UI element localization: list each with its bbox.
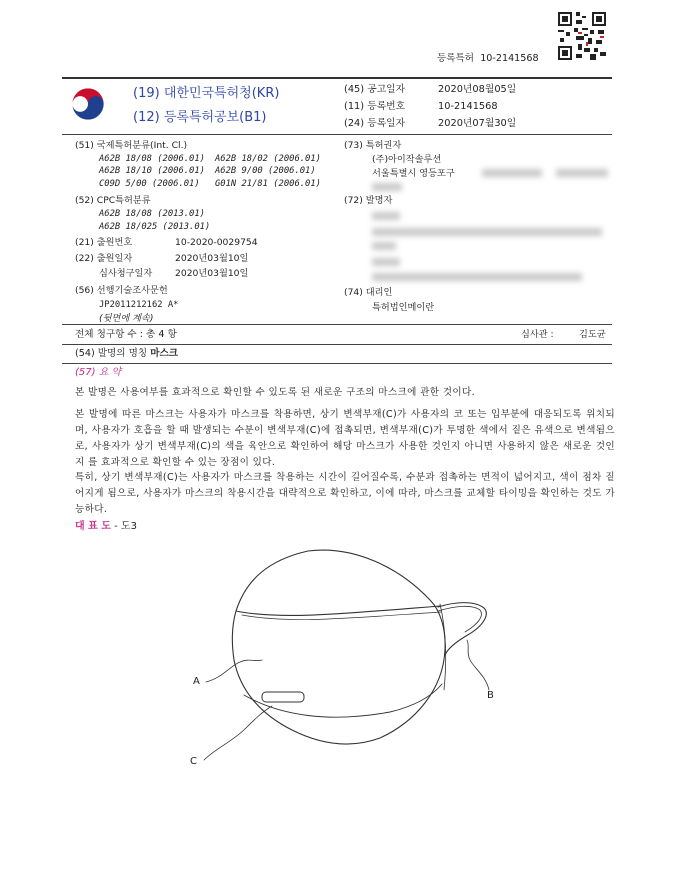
rep-figure-label: 대 표 도 [75, 521, 111, 532]
examiner-name: 김도균 [579, 329, 606, 340]
abstract-paragraph-2: 본 발명에 따른 마스크는 사용자가 마스크를 착용하면, 상기 변색부재(C)가 사용자의 코 또는 입부분에 대응되도록 위치되며, 사용자가 호흡을 할 때 발생되는 수분이 변색부재(C)에 접촉되면, 변색부재(C)가 투명한 색에서 짙은 유색으로 변색됨으로, 사용자가 상기 변색부재(C)의 색을 육안으로 확인하여 해당 마스크가 사용한 것인지 아니면 사용하지 않은 새로운 것인지 를 효과적으로 확인할 수 있는 장점이 있다. [75, 409, 615, 468]
owner-address: 서울특별시 영등포구 [372, 168, 455, 179]
pub-info-code: (11) [344, 101, 365, 112]
color-change-strip [262, 692, 304, 702]
total-claims: 전체 청구항 수 : 총 4 항 [75, 329, 177, 340]
pub-info-value: 2020년07월30일 [438, 118, 517, 129]
pub-info-label: 등록번호 [367, 101, 406, 112]
agent-label: 대리인 [365, 287, 393, 298]
cpc-class: A62B 18/025 (2013.01) [99, 222, 211, 232]
reg-label: 등록특허 [437, 53, 475, 64]
pub-info-value: 2020년08월05일 [438, 84, 517, 95]
office-name: 대한민국특허청(KR) [163, 86, 280, 101]
mask-bottom-edge [244, 684, 442, 717]
app-date-code: (22) [75, 253, 94, 264]
ear-loop-inner [438, 606, 481, 632]
ipc-class: A62B 9/00 (2006.01) [215, 166, 316, 176]
exam-request-date: 2020년03월10일 [175, 268, 249, 279]
exam-request-label: 심사청구일자 [99, 268, 153, 279]
agent-name: 특허법인메이란 [372, 302, 435, 313]
leader-a [206, 660, 262, 682]
invention-code: (54) [75, 348, 95, 359]
figure-label-a: A [193, 676, 200, 687]
ipc-label: 국제특허분류(Int. Cl.) [96, 140, 188, 151]
ipc-class: A62B 18/08 (2006.01) [99, 154, 205, 164]
pub-info-label: 등록일자 [367, 118, 406, 129]
reg-number: 10-2141568 [480, 53, 539, 64]
cpc-code: (52) [75, 195, 94, 206]
app-no-label: 출원번호 [96, 237, 133, 248]
agent-code: (74) [344, 287, 363, 298]
abstract-paragraph-1: 본 발명은 사용여부를 효과적으로 확인할 수 있도록 된 새로운 구조의 마스크에 관한 것이다. [75, 387, 476, 398]
ipc-class: A62B 18/10 (2006.01) [99, 166, 205, 176]
rep-figure-value: - 도3 [114, 521, 137, 532]
ipc-class: A62B 18/02 (2006.01) [215, 154, 321, 164]
app-no-code: (21) [75, 237, 94, 248]
owner-label: 특허권자 [365, 140, 402, 151]
ipc-class: G01N 21/81 (2006.01) [215, 179, 321, 189]
pub-info-value: 10-2141568 [438, 101, 498, 112]
pub-code: (12) [133, 110, 160, 125]
pub-name: 등록특허공보(B1) [163, 110, 267, 125]
invention-name: 마스크 [150, 348, 179, 359]
pub-info-label: 공고일자 [367, 84, 406, 95]
figure-label-c: C [190, 756, 197, 767]
examiner-label: 심사관 : [521, 329, 554, 340]
abstract-heading: (57) 요 약 [75, 367, 122, 378]
mask-outline [232, 550, 445, 744]
prior-art-document: JP2011212162 A* [99, 300, 179, 310]
leader-c [204, 706, 272, 760]
owner-code: (73) [344, 140, 363, 151]
ipc-class: C09D 5/00 (2006.01) [99, 179, 200, 189]
inventor-label: 발명자 [365, 195, 393, 206]
pub-info-code: (24) [344, 118, 365, 129]
cpc-label: CPC특허분류 [96, 195, 151, 206]
abstract-paragraph-3: 특히, 상기 변색부재(C)는 사용자가 마스크를 착용하는 시간이 길어질수록, 수분과 접촉하는 면적이 넓어지고, 색이 점차 짙어지게 됨으로, 사용자가 마스크의 착용시간을 대략적으로 확인하고, 이에 따라, 마스크를 교체할 타이밍을 확인하는 것도 가능하다. [75, 472, 615, 515]
application-date: 2020년03월10일 [175, 253, 249, 264]
leader-b [467, 640, 489, 690]
continued-note: (뒷면에 계속) [99, 313, 154, 324]
office-code: (19) [133, 86, 160, 101]
ipc-code: (51) [75, 140, 94, 151]
prior-code: (56) [75, 285, 94, 296]
app-date-label: 출원일자 [96, 253, 133, 264]
application-number: 10-2020-0029754 [175, 237, 258, 248]
figure-label-b: B [487, 690, 494, 701]
inventor-code: (72) [344, 195, 363, 206]
invention-label: 발명의 명칭 [97, 348, 148, 359]
pub-info-code: (45) [344, 84, 365, 95]
prior-label: 선행기술조사문헌 [96, 285, 168, 296]
owner-name: (주)아이작솔루션 [372, 154, 442, 165]
cpc-class: A62B 18/08 (2013.01) [99, 209, 205, 219]
